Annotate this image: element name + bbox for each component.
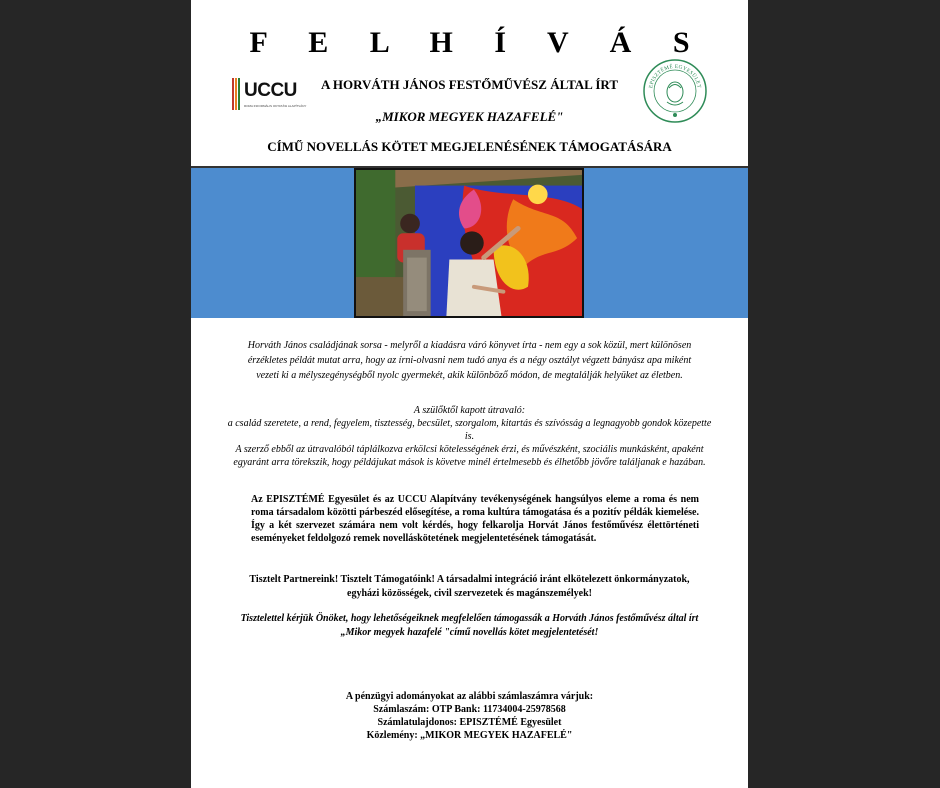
bank-details xyxy=(243,690,696,742)
page-title: F E L H Í V Á S xyxy=(249,26,707,59)
bank-account: Számlaszám: OTP Bank: 11734004-25978568 xyxy=(373,704,566,715)
subtitle-line-1: A HORVÁTH JÁNOS FESTŐMŰVÉSZ ÁLTAL ÍRT xyxy=(320,77,619,92)
episzteme-seal-logo xyxy=(642,58,708,124)
travel-heading: A szülőktől kapott útravaló: xyxy=(413,405,526,416)
request-paragraph: Tisztelettel kérjük Önöket, hogy lehetőségeiknek megfelelően támogassák a Horváth János festőművész által írt „Mikor megyek hazafelé "című novellás kötet megjelentetését! xyxy=(240,613,699,638)
subtitle-line-3: CÍMŰ NOVELLÁS KÖTET MEGJELENÉSÉNEK TÁMOGATÁSÁRA xyxy=(267,139,672,154)
author-paragraph: A szerző ebből az útravalóból táplálkozva erkölcsi kötelességének érzi, és művészként, szociális munkásként, apaként egyaránt arra törekszik, hogy példájukat mások is követve minél értelmesebb és élhetőbb jövőre találjanak e hazában. xyxy=(233,444,706,468)
organizations-paragraph: Az EPISZTÉMÉ Egyesület és az UCCU Alapítvány tevékenységének hangsúlyos eleme a roma és nem roma társadalom közötti párbeszéd elősegítése, a roma kultúra támogatása és a pozitív példák kiemelése. Így a két szervezet számára nem volt kérdés, hogy felkarolja Horvát János festőművész élettörténeti eseményeket feldolgozó remek novelláskötetének megjelentetésének támogatását. xyxy=(251,494,699,544)
partners-paragraph: Tisztelt Partnereink! Tisztelt Támogatóink! A társadalmi integráció iránt elkötelezett önkormányzatok, egyházi közösségek, civil szervezetek és magánszemélyek! xyxy=(249,574,690,599)
travel-list: a család szeretete, a rend, fegyelem, tisztesség, becsület, szorgalom, kitartás és szívósság a legnagyobb gondok közepette is. xyxy=(227,418,712,442)
bank-holder: Számlatulajdonos: EPISZTÉMÉ Egyesület xyxy=(377,717,562,728)
bank-reference: Közlemény: „MIKOR MEGYEK HAZAFELÉ" xyxy=(366,730,573,741)
intro-paragraph: Horváth János családjának sorsa - melyről a kiadásra váró könyvet írta - nem egy a sok közül, mert különösen érzékletes példát mutat arra, hogy az írni-olvasni nem tudó anya és a négy osztályt végzett bányász apa miként vezeti ki a mélyszegénységből nyolc gyermekét, akik különböző módon, de megtalálják helyüket az életben. xyxy=(247,340,692,381)
travel-section xyxy=(225,404,714,469)
seal-text: EPISZTÉMÉ EGYESÜLET xyxy=(648,63,702,89)
uccu-logo-text: UCCU xyxy=(244,80,297,101)
bank-intro: A pénzügyi adományokat az alábbi számlaszámra várjuk: xyxy=(345,691,594,702)
uccu-logo-subtext: ROMA INFORMÁLIS OKTATÁSI ALAPÍTVÁNY xyxy=(244,104,307,108)
mural-painting-photo xyxy=(354,168,584,318)
flyer-page xyxy=(191,0,748,788)
book-title: „MIKOR MEGYEK HAZAFELÉ" xyxy=(375,109,564,124)
